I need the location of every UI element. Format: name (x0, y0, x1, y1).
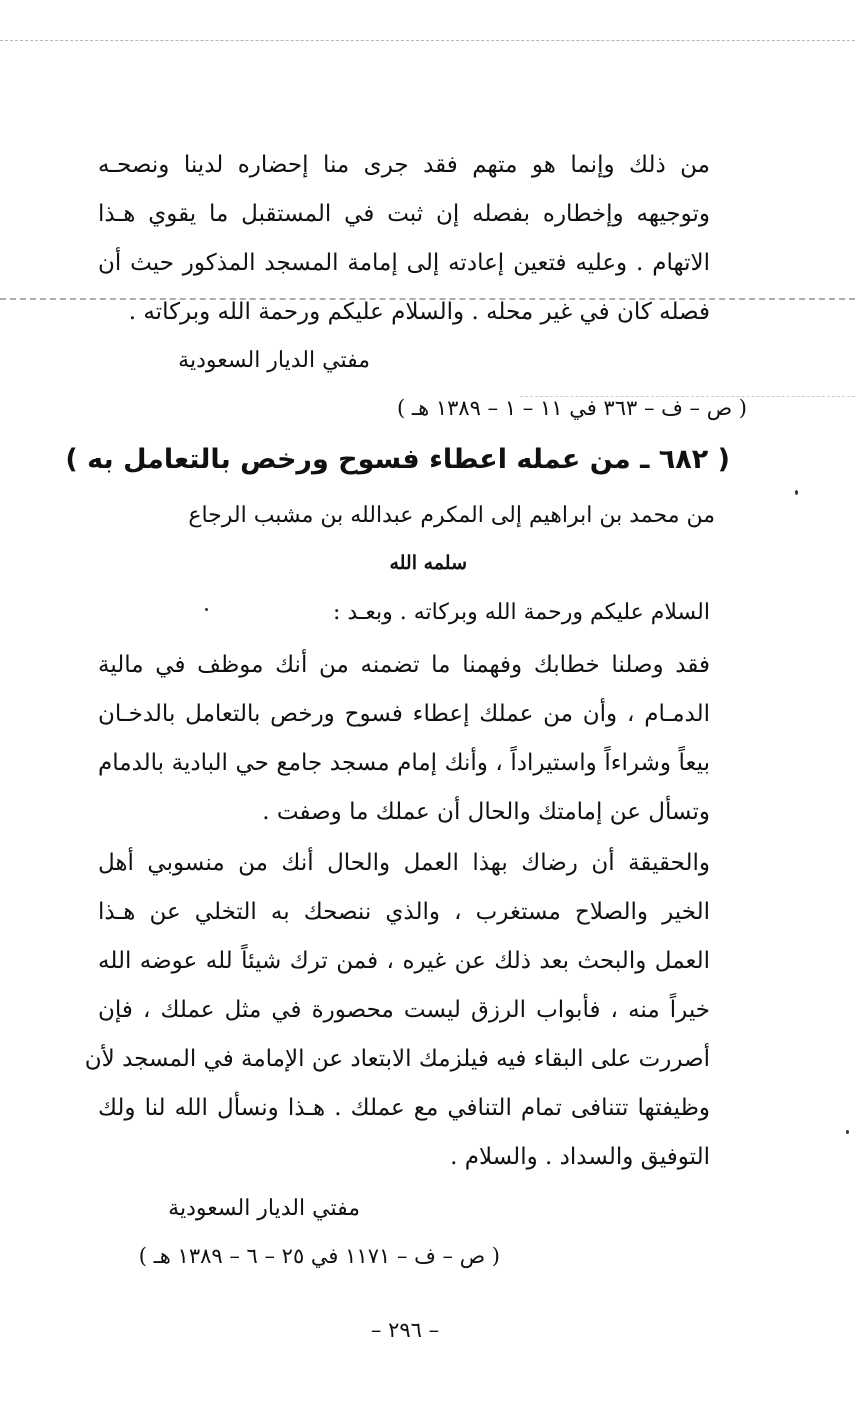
text-line: التوفيق والسداد . والسلام . (450, 1144, 710, 1170)
section-heading: ( ٦٨٢ ـ من عمله اعطاء فسوح ورخص بالتعامل به ) (65, 444, 730, 475)
text-line: والحقيقة أن رضاك بهذا العمل والحال أنك من منسوبي أهل (98, 850, 710, 876)
text-line: العمل والبحث بعد ذلك عن غيره ، فمن ترك شيئاً لله عوضه الله (98, 948, 710, 974)
reference-number: ( ص – ف – ١١٧١ في ٢٥ – ٦ – ١٣٨٩ هـ ) (138, 1244, 500, 1268)
reference-number: ( ص – ف – ٣٦٣ في ١١ – ١ – ١٣٨٩ هـ ) (397, 396, 747, 420)
text-line: من ذلك وإنما هو متهم فقد جرى منا إحضاره لدينا ونصحـه (98, 152, 710, 178)
scan-speck (795, 490, 798, 495)
addressee-line: من محمد بن ابراهيم إلى المكرم عبدالله بن مشبب الرجاع (188, 503, 715, 528)
scan-speck (205, 608, 208, 611)
text-line: الدمـام ، وأن من عملك إعطاء فسوح ورخص بالتعامل بالدخـان (98, 701, 710, 727)
signature-mufti: مفتي الديار السعودية (178, 348, 370, 373)
text-line: فصله كان في غير محله . والسلام عليكم ورحمة الله وبركاته . (128, 299, 710, 325)
text-line: وتسأل عن إمامتك والحال أن عملك ما وصفت . (262, 799, 710, 825)
text-line: خيراً منه ، فأبواب الرزق ليست محصورة في مثل عملك ، فإن (98, 997, 710, 1023)
text-line: بيعاً وشراءاً واستيراداً ، وأنك إمام مسجد جامع حي البادية بالدمام (98, 750, 710, 776)
text-line: الاتهام . وعليه فتعين إعادته إلى إمامة المسجد المذكور حيث أن (98, 250, 710, 276)
signature-mufti: مفتي الديار السعودية (168, 1196, 360, 1221)
text-line: فقد وصلنا خطابك وفهمنا ما تضمنه من أنك موظف في مالية (98, 652, 710, 678)
scan-speck (846, 1130, 849, 1134)
text-line: وتوجيهه وإخطاره بفصله إن ثبت في المستقبل ما يقوي هـذا (98, 201, 710, 227)
page-number: – ٢٩٦ – (370, 1318, 440, 1342)
text-line: أصررت على البقاء فيه فيلزمك الابتعاد عن الإمامة في المسجد لأن (84, 1046, 710, 1072)
greeting: السلام عليكم ورحمة الله وبركاته . وبعـد : (333, 600, 710, 625)
scan-artifact-line (0, 40, 855, 41)
addressee-blessing: سلمه الله (389, 552, 467, 574)
text-line: الخير والصلاح مستغرب ، والذي ننصحك به التخلي عن هـذا (98, 899, 710, 925)
text-line: وظيفتها تتنافى تمام التنافي مع عملك . هـذا ونسأل الله لنا ولك (98, 1095, 710, 1121)
